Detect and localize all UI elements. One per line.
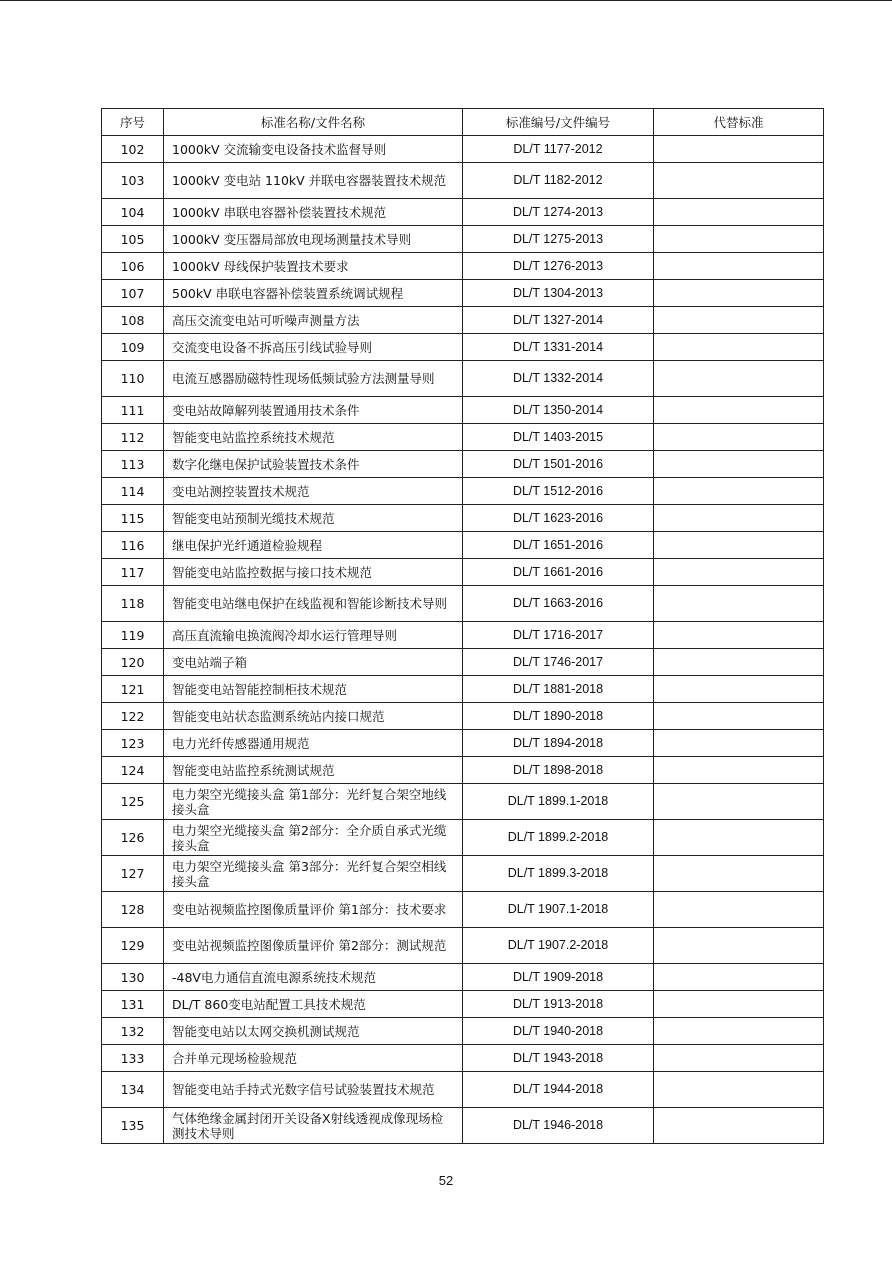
- cell-replaced-standard: [654, 478, 824, 505]
- cell-standard-name: 1000kV 交流输变电设备技术监督导则: [164, 136, 463, 163]
- cell-serial-number: 130: [102, 964, 164, 991]
- cell-serial-number: 125: [102, 784, 164, 820]
- cell-standard-code: DL/T 1907.1-2018: [463, 892, 654, 928]
- standards-table: [101, 108, 824, 1144]
- cell-standard-code: DL/T 1182-2012: [463, 163, 654, 199]
- cell-standard-code: DL/T 1403-2015: [463, 424, 654, 451]
- table-row: [102, 991, 824, 1018]
- cell-standard-name: 智能变电站监控数据与接口技术规范: [164, 559, 463, 586]
- cell-serial-number: 126: [102, 820, 164, 856]
- cell-replaced-standard: [654, 991, 824, 1018]
- cell-replaced-standard: [654, 559, 824, 586]
- cell-replaced-standard: [654, 730, 824, 757]
- cell-standard-code: DL/T 1899.1-2018: [463, 784, 654, 820]
- cell-standard-name: DL/T 860变电站配置工具技术规范: [164, 991, 463, 1018]
- cell-replaced-standard: [654, 928, 824, 964]
- table-row: [102, 505, 824, 532]
- table-row: [102, 136, 824, 163]
- cell-replaced-standard: [654, 163, 824, 199]
- cell-standard-name: 1000kV 变电站 110kV 并联电容器装置技术规范: [164, 163, 463, 199]
- cell-standard-name: 高压交流变电站可听噪声测量方法: [164, 307, 463, 334]
- cell-replaced-standard: [654, 703, 824, 730]
- cell-standard-name: 智能变电站状态监测系统站内接口规范: [164, 703, 463, 730]
- cell-replaced-standard: [654, 820, 824, 856]
- cell-replaced-standard: [654, 892, 824, 928]
- cell-serial-number: 132: [102, 1018, 164, 1045]
- cell-standard-name: 智能变电站监控系统技术规范: [164, 424, 463, 451]
- table-row: [102, 334, 824, 361]
- cell-replaced-standard: [654, 334, 824, 361]
- cell-standard-code: DL/T 1512-2016: [463, 478, 654, 505]
- cell-serial-number: 124: [102, 757, 164, 784]
- cell-serial-number: 112: [102, 424, 164, 451]
- cell-replaced-standard: [654, 451, 824, 478]
- table-row: [102, 226, 824, 253]
- cell-serial-number: 103: [102, 163, 164, 199]
- table-row: [102, 1072, 824, 1108]
- cell-serial-number: 128: [102, 892, 164, 928]
- cell-replaced-standard: [654, 784, 824, 820]
- cell-replaced-standard: [654, 1108, 824, 1144]
- cell-standard-name: 电力架空光缆接头盒 第2部分：全介质自承式光缆接头盒: [164, 820, 463, 856]
- cell-serial-number: 116: [102, 532, 164, 559]
- cell-standard-name: 电力架空光缆接头盒 第1部分：光纤复合架空地线接头盒: [164, 784, 463, 820]
- page-number: 52: [438, 1173, 454, 1188]
- table-row: [102, 928, 824, 964]
- cell-replaced-standard: [654, 964, 824, 991]
- cell-standard-name: 电力光纤传感器通用规范: [164, 730, 463, 757]
- cell-serial-number: 108: [102, 307, 164, 334]
- cell-serial-number: 119: [102, 622, 164, 649]
- cell-standard-name: 变电站视频监控图像质量评价 第2部分：测试规范: [164, 928, 463, 964]
- cell-replaced-standard: [654, 532, 824, 559]
- cell-serial-number: 104: [102, 199, 164, 226]
- cell-standard-name: 高压直流输电换流阀冷却水运行管理导则: [164, 622, 463, 649]
- table-row: [102, 892, 824, 928]
- cell-standard-code: DL/T 1661-2016: [463, 559, 654, 586]
- table-row: [102, 1045, 824, 1072]
- cell-serial-number: 129: [102, 928, 164, 964]
- cell-replaced-standard: [654, 505, 824, 532]
- cell-serial-number: 127: [102, 856, 164, 892]
- cell-replaced-standard: [654, 1018, 824, 1045]
- cell-standard-code: DL/T 1274-2013: [463, 199, 654, 226]
- header-standard-name: 标准名称/文件名称: [164, 109, 463, 136]
- cell-replaced-standard: [654, 253, 824, 280]
- cell-serial-number: 121: [102, 676, 164, 703]
- table-row: [102, 478, 824, 505]
- cell-standard-code: DL/T 1881-2018: [463, 676, 654, 703]
- table-row: [102, 451, 824, 478]
- cell-serial-number: 135: [102, 1108, 164, 1144]
- cell-standard-code: DL/T 1501-2016: [463, 451, 654, 478]
- table-row: [102, 703, 824, 730]
- cell-serial-number: 133: [102, 1045, 164, 1072]
- cell-standard-name: 电力架空光缆接头盒 第3部分：光纤复合架空相线接头盒: [164, 856, 463, 892]
- cell-replaced-standard: [654, 676, 824, 703]
- cell-standard-code: DL/T 1907.2-2018: [463, 928, 654, 964]
- cell-replaced-standard: [654, 424, 824, 451]
- cell-serial-number: 120: [102, 649, 164, 676]
- cell-replaced-standard: [654, 757, 824, 784]
- cell-replaced-standard: [654, 586, 824, 622]
- cell-standard-code: DL/T 1327-2014: [463, 307, 654, 334]
- table-row: [102, 559, 824, 586]
- cell-serial-number: 109: [102, 334, 164, 361]
- cell-standard-name: 电流互感器励磁特性现场低频试验方法测量导则: [164, 361, 463, 397]
- cell-serial-number: 118: [102, 586, 164, 622]
- cell-replaced-standard: [654, 397, 824, 424]
- cell-standard-name: 变电站测控装置技术规范: [164, 478, 463, 505]
- cell-standard-code: DL/T 1331-2014: [463, 334, 654, 361]
- cell-standard-code: DL/T 1304-2013: [463, 280, 654, 307]
- table-row: [102, 361, 824, 397]
- cell-standard-code: DL/T 1894-2018: [463, 730, 654, 757]
- cell-standard-name: 智能变电站以太网交换机测试规范: [164, 1018, 463, 1045]
- cell-standard-code: DL/T 1899.3-2018: [463, 856, 654, 892]
- cell-serial-number: 117: [102, 559, 164, 586]
- cell-replaced-standard: [654, 307, 824, 334]
- cell-standard-code: DL/T 1716-2017: [463, 622, 654, 649]
- cell-standard-code: DL/T 1623-2016: [463, 505, 654, 532]
- table-row: [102, 253, 824, 280]
- cell-standard-code: DL/T 1177-2012: [463, 136, 654, 163]
- cell-serial-number: 114: [102, 478, 164, 505]
- cell-standard-name: 500kV 串联电容器补偿装置系统调试规程: [164, 280, 463, 307]
- cell-standard-name: 数字化继电保护试验装置技术条件: [164, 451, 463, 478]
- cell-serial-number: 134: [102, 1072, 164, 1108]
- table-row: [102, 397, 824, 424]
- table-row: [102, 622, 824, 649]
- table-row: [102, 163, 824, 199]
- cell-standard-name: 1000kV 串联电容器补偿装置技术规范: [164, 199, 463, 226]
- cell-standard-name: 交流变电设备不拆高压引线试验导则: [164, 334, 463, 361]
- cell-standard-name: 1000kV 母线保护装置技术要求: [164, 253, 463, 280]
- table-row: [102, 1018, 824, 1045]
- cell-serial-number: 131: [102, 991, 164, 1018]
- cell-serial-number: 107: [102, 280, 164, 307]
- cell-standard-code: DL/T 1940-2018: [463, 1018, 654, 1045]
- table-row: [102, 820, 824, 856]
- cell-replaced-standard: [654, 280, 824, 307]
- table-header-row: [102, 109, 824, 136]
- cell-standard-name: 智能变电站继电保护在线监视和智能诊断技术导则: [164, 586, 463, 622]
- cell-standard-code: DL/T 1946-2018: [463, 1108, 654, 1144]
- cell-serial-number: 111: [102, 397, 164, 424]
- cell-standard-name: 智能变电站智能控制柜技术规范: [164, 676, 463, 703]
- table-row: [102, 532, 824, 559]
- table-row: [102, 856, 824, 892]
- header-replaced-standard: 代替标准: [654, 109, 824, 136]
- cell-standard-name: -48V电力通信直流电源系统技术规范: [164, 964, 463, 991]
- cell-standard-code: DL/T 1913-2018: [463, 991, 654, 1018]
- cell-standard-name: 智能变电站手持式光数字信号试验装置技术规范: [164, 1072, 463, 1108]
- cell-standard-code: DL/T 1944-2018: [463, 1072, 654, 1108]
- cell-standard-code: DL/T 1890-2018: [463, 703, 654, 730]
- cell-serial-number: 110: [102, 361, 164, 397]
- cell-replaced-standard: [654, 1072, 824, 1108]
- cell-standard-code: DL/T 1651-2016: [463, 532, 654, 559]
- cell-standard-code: DL/T 1663-2016: [463, 586, 654, 622]
- cell-standard-name: 继电保护光纤通道检验规程: [164, 532, 463, 559]
- cell-serial-number: 115: [102, 505, 164, 532]
- table-row: [102, 730, 824, 757]
- cell-standard-name: 变电站视频监控图像质量评价 第1部分：技术要求: [164, 892, 463, 928]
- top-rule: [0, 0, 892, 1]
- cell-replaced-standard: [654, 649, 824, 676]
- header-serial-number: 序号: [102, 109, 164, 136]
- cell-standard-name: 变电站端子箱: [164, 649, 463, 676]
- cell-standard-code: DL/T 1276-2013: [463, 253, 654, 280]
- cell-standard-name: 1000kV 变压器局部放电现场测量技术导则: [164, 226, 463, 253]
- cell-standard-name: 智能变电站预制光缆技术规范: [164, 505, 463, 532]
- cell-standard-code: DL/T 1898-2018: [463, 757, 654, 784]
- cell-standard-name: 气体绝缘金属封闭开关设备X射线透视成像现场检测技术导则: [164, 1108, 463, 1144]
- cell-serial-number: 113: [102, 451, 164, 478]
- cell-serial-number: 106: [102, 253, 164, 280]
- cell-standard-code: DL/T 1275-2013: [463, 226, 654, 253]
- cell-serial-number: 123: [102, 730, 164, 757]
- cell-replaced-standard: [654, 622, 824, 649]
- cell-standard-code: DL/T 1350-2014: [463, 397, 654, 424]
- cell-standard-name: 智能变电站监控系统测试规范: [164, 757, 463, 784]
- table-row: [102, 649, 824, 676]
- cell-standard-code: DL/T 1332-2014: [463, 361, 654, 397]
- table-row: [102, 280, 824, 307]
- cell-standard-code: DL/T 1899.2-2018: [463, 820, 654, 856]
- cell-serial-number: 122: [102, 703, 164, 730]
- header-standard-code: 标准编号/文件编号: [463, 109, 654, 136]
- table-row: [102, 199, 824, 226]
- cell-replaced-standard: [654, 361, 824, 397]
- table-body: [102, 136, 824, 1144]
- table-row: [102, 676, 824, 703]
- table-row: [102, 586, 824, 622]
- table-row: [102, 424, 824, 451]
- table-row: [102, 307, 824, 334]
- cell-replaced-standard: [654, 856, 824, 892]
- cell-standard-code: DL/T 1943-2018: [463, 1045, 654, 1072]
- table-row: [102, 757, 824, 784]
- cell-replaced-standard: [654, 226, 824, 253]
- cell-standard-code: DL/T 1909-2018: [463, 964, 654, 991]
- cell-standard-code: DL/T 1746-2017: [463, 649, 654, 676]
- table-row: [102, 964, 824, 991]
- cell-serial-number: 105: [102, 226, 164, 253]
- table-row: [102, 784, 824, 820]
- cell-replaced-standard: [654, 1045, 824, 1072]
- cell-replaced-standard: [654, 136, 824, 163]
- cell-standard-name: 变电站故障解列装置通用技术条件: [164, 397, 463, 424]
- cell-replaced-standard: [654, 199, 824, 226]
- cell-standard-name: 合并单元现场检验规范: [164, 1045, 463, 1072]
- table-row: [102, 1108, 824, 1144]
- cell-serial-number: 102: [102, 136, 164, 163]
